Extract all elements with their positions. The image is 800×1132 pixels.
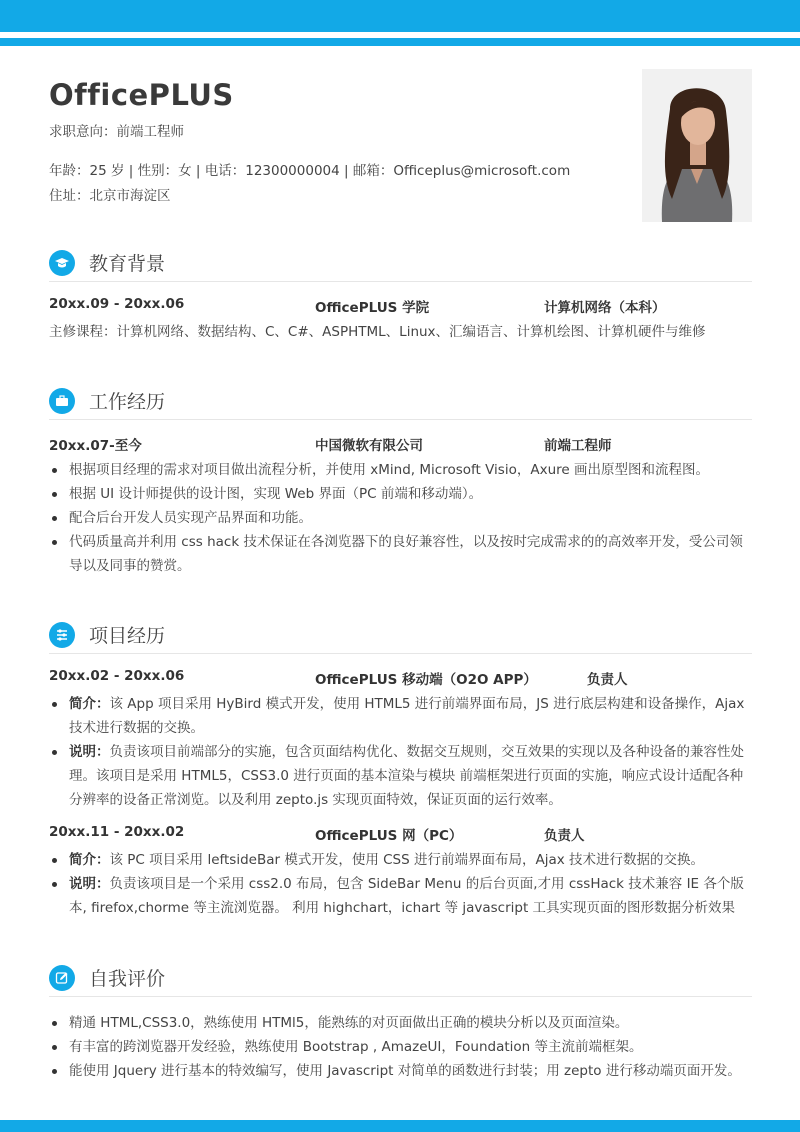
sliders-icon bbox=[49, 622, 75, 648]
top-accent-band bbox=[0, 0, 800, 32]
work-period: 20xx.07-至今 bbox=[49, 438, 142, 454]
self-evaluation-header bbox=[49, 960, 752, 997]
job-intent: 求职意向：前端工程师 bbox=[49, 124, 184, 140]
work-header bbox=[49, 383, 752, 420]
list-item: 精通 HTML,CSS3.0，熟练使用 HTMl5，能熟练的对页面做出正确的模块分析以及页面渲染。 bbox=[49, 1011, 752, 1035]
project-role: 负责人 bbox=[587, 672, 628, 688]
personal-info-line: 年龄：25 岁 | 性别：女 | 电话：12300000004 | 邮箱：Officeplus@microsoft.com bbox=[49, 163, 571, 179]
list-item bbox=[49, 872, 752, 920]
work-company: 中国微软有限公司 bbox=[315, 438, 423, 454]
education-period: 20xx.09 - 20xx.06 bbox=[49, 296, 185, 312]
list-item: 能使用 Jquery 进行基本的特效编写，使用 Javascript 对简单的函数进行封装；用 zepto 进行移动端页面开发。 bbox=[49, 1059, 752, 1083]
bullet-text: 负责该项目前端部分的实施，包含页面结构优化、数据交互规则，交互效果的实现以及各种设备的兼容性处理。该项目是采用 HTML5，CSS3.0 进行页面的基本渲染与模块 前端框架进行页面的实施，响应式设计适配各种分辨率的设备正常浏览。以及利用 zepto.js 实现页面特效，保证页面的运行效率。 bbox=[69, 744, 744, 808]
project-bullets bbox=[49, 692, 752, 812]
list-item: 根据 UI 设计师提供的设计图，实现 Web 界面（PC 前端和移动端）。 bbox=[49, 482, 752, 506]
project-period: 20xx.11 - 20xx.02 bbox=[49, 824, 185, 840]
work-bullets bbox=[49, 458, 752, 578]
bullet-text: 负责该项目是一个采用 css2.0 布局，包含 SideBar Menu 的后台页面,才用 cssHack 技术兼容 IE 各个版本, firefox,chorme 等主流浏览器。 利用 highchart，ichart 等 javascript 工具实现页面的图形数据分析效果 bbox=[69, 876, 744, 916]
education-courses: 主修课程：计算机网络、数据结构、C、C#、ASPHTML、Linux、汇编语言、计算机绘图、计算机硬件与维修 bbox=[49, 324, 706, 340]
self-evaluation-title: 自我评价 bbox=[89, 968, 166, 990]
projects-title: 项目经历 bbox=[89, 625, 166, 647]
address-line: 住址：北京市海淀区 bbox=[49, 188, 171, 204]
list-item bbox=[49, 740, 752, 812]
top-accent-line bbox=[0, 38, 800, 46]
bullet-key: 简介： bbox=[69, 696, 110, 712]
projects-section bbox=[49, 617, 752, 920]
education-major: 计算机网络（本科） bbox=[544, 300, 666, 316]
briefcase-icon bbox=[49, 388, 75, 414]
bullet-key: 说明： bbox=[69, 876, 110, 892]
projects-header bbox=[49, 617, 752, 654]
education-section bbox=[49, 245, 752, 344]
list-item: 有丰富的跨浏览器开发经验，熟练使用 Bootstrap , AmazeUI，Foundation 等主流前端框架。 bbox=[49, 1035, 752, 1059]
list-item: 根据项目经理的需求对项目做出流程分析，并使用 xMind, Microsoft Visio，Axure 画出原型图和流程图。 bbox=[49, 458, 752, 482]
list-item bbox=[49, 848, 752, 872]
education-row bbox=[49, 296, 752, 320]
work-row bbox=[49, 434, 752, 458]
bullet-key: 说明： bbox=[69, 744, 110, 760]
bullet-text: 该 PC 项目采用 leftsideBar 模式开发，使用 CSS 进行前端界面布局，Ajax 技术进行数据的交换。 bbox=[109, 852, 705, 868]
list-item bbox=[49, 692, 752, 740]
list-item: 代码质量高并利用 css hack 技术保证在各浏览器下的良好兼容性，以及按时完成需求的的高效率开发，受公司领导以及同事的赞赏。 bbox=[49, 530, 752, 578]
project-row bbox=[49, 824, 752, 848]
graduation-cap-icon bbox=[49, 250, 75, 276]
project-bullets bbox=[49, 848, 752, 920]
list-item: 配合后台开发人员实现产品界面和功能。 bbox=[49, 506, 752, 530]
project-name: OfficePLUS 移动端（O2O APP） bbox=[315, 672, 537, 688]
project-role: 负责人 bbox=[544, 828, 585, 844]
self-evaluation-bullets bbox=[49, 1011, 752, 1083]
bullet-text: 该 App 项目采用 HyBird 模式开发，使用 HTML5 进行前端界面布局，JS 进行底层构建和设备操作，Ajax 技术进行数据的交换。 bbox=[69, 696, 745, 736]
education-title: 教育背景 bbox=[89, 253, 166, 275]
work-title: 工作经历 bbox=[89, 391, 166, 413]
bullet-key: 简介： bbox=[69, 852, 110, 868]
self-evaluation-section bbox=[49, 960, 752, 1083]
project-period: 20xx.02 - 20xx.06 bbox=[49, 668, 185, 684]
candidate-name: OfficePLUS bbox=[49, 78, 234, 112]
edit-icon bbox=[49, 965, 75, 991]
bottom-accent-band bbox=[0, 1120, 800, 1132]
education-header bbox=[49, 245, 752, 282]
education-school: OfficePLUS 学院 bbox=[315, 300, 430, 316]
work-position: 前端工程师 bbox=[544, 438, 612, 454]
project-row bbox=[49, 668, 752, 692]
work-section bbox=[49, 383, 752, 578]
profile-photo bbox=[642, 69, 752, 222]
project-name: OfficePLUS 网（PC） bbox=[315, 828, 463, 844]
